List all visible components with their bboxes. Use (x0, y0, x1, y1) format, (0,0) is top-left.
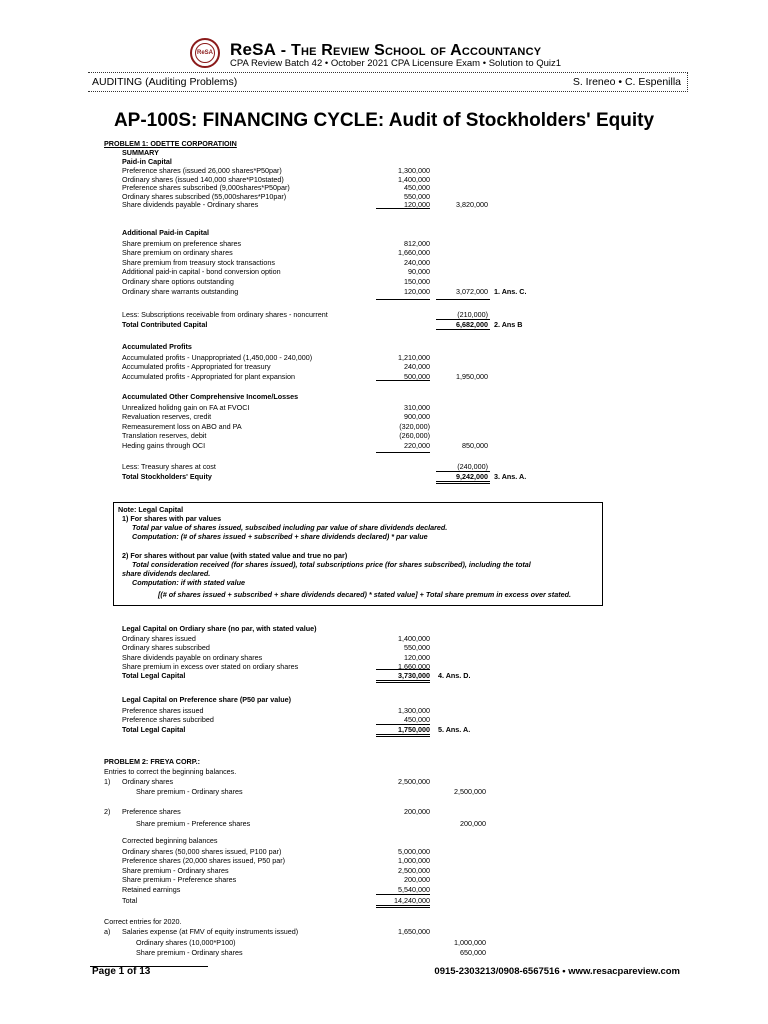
table-row-value: 1,300,000 (398, 166, 430, 175)
underline (376, 380, 430, 381)
table-row-label: Share premium on ordinary shares (122, 248, 233, 258)
entry-credit-value: 1,000,000 (454, 938, 486, 947)
table-row-value: 1,660,000 (398, 248, 430, 258)
table-row-subtotal: 3,072,000 (456, 286, 488, 296)
underline (436, 329, 490, 330)
table-row-value: 150,000 (404, 277, 430, 286)
table-row-label: Ordinary shares subscribed (122, 643, 210, 653)
page-title-text: AP-100S: FINANCING CYCLE: Audit of Stockholders' Equity (113, 110, 655, 131)
course-title: AUDITING (Auditing Problems) (92, 76, 238, 88)
table-row-label: Share premium - Ordinary shares (122, 865, 229, 875)
table-row-value: 812,000 (404, 238, 430, 248)
table-row-label: Ordinary shares issued (122, 633, 196, 643)
table-row-subtotal: 3,820,000 (456, 200, 488, 210)
table-row-value: 450,000 (404, 183, 430, 193)
answer-5: 5. Ans. A. (438, 725, 471, 734)
entry-number: a) (104, 927, 111, 936)
entries-heading: Entries to correct the beginning balances. (104, 767, 237, 776)
total-legal-capital-label: Total Legal Capital (122, 671, 186, 680)
entry-debit-label: Ordinary shares (122, 777, 174, 786)
table-row-value: 1,400,000 (398, 174, 430, 184)
seal-text: ReSA (195, 43, 215, 63)
table-row-label: Heding gains through OCI (122, 441, 206, 450)
table-row-value: 220,000 (404, 441, 430, 450)
school-seal-logo (190, 38, 220, 68)
problem-1-heading: PROBLEM 1: ODETTE CORPORATIOIN (104, 139, 237, 148)
table-row-label: Additional paid-in capital - bond conversion option (122, 267, 281, 277)
table-row-value: 120,000 (404, 200, 430, 210)
entry-number: 1) (104, 777, 111, 786)
underline (376, 452, 430, 453)
entry-number: 2) (104, 807, 111, 816)
table-row-value: 1,660,000 (398, 662, 430, 672)
underline (376, 905, 430, 906)
table-row-label: Preference shares subcribed (122, 715, 214, 725)
authors: S. Ireneo • C. Espenilla (572, 76, 681, 88)
page-number: Page 1 of 13 (92, 966, 151, 977)
table-row-label: Preference shares (issued 26,000 shares*P50par) (122, 166, 282, 175)
table-row-label: Share dividends payable on ordinary shares (122, 652, 263, 662)
course-bar (88, 72, 688, 92)
note-line: Total consideration received (for shares issued), total subscriptions price (for shares subscribed), including the total (132, 560, 531, 569)
underline (376, 734, 430, 735)
underline (376, 669, 430, 670)
entry-credit-label: Share premium - Preference shares (136, 819, 251, 828)
table-row-value: 120,000 (404, 652, 430, 662)
total-stockholders-equity-value: 9,242,000 (456, 472, 488, 481)
table-row-value: 5,540,000 (398, 885, 430, 894)
table-row-label: Ordinary share options outstanding (122, 277, 234, 286)
review-batch-line: CPA Review Batch 42 • October 2021 CPA Licensure Exam • Solution to Quiz1 (230, 58, 562, 69)
entry-debit-value: 200,000 (404, 807, 430, 816)
total-legal-capital-value: 3,730,000 (398, 671, 430, 680)
summary-heading: SUMMARY (122, 148, 159, 157)
table-row-label: Ordinary shares subscribed (55,000shares*P10par) (122, 191, 287, 201)
corrected-balances-heading: Corrected beginning balances (122, 836, 218, 845)
note-line: Computation: if with stated value (132, 578, 246, 587)
table-row-value: 240,000 (404, 362, 430, 372)
page-title (0, 110, 768, 132)
entry-credit-label: Share premium - Ordinary shares (136, 787, 243, 796)
table-row-value: (260,000) (399, 431, 430, 441)
answer-4: 4. Ans. D. (438, 671, 471, 680)
table-row-label: Accumulated profits - Appropriated for plant expansion (122, 371, 295, 381)
underline (376, 208, 430, 209)
entry-debit-value: 1,650,000 (398, 927, 430, 936)
aoci-heading: Accumulated Other Comprehensive Income/Losses (122, 392, 299, 401)
note-line: 2) For shares without par value (with stated value and true no par) (122, 551, 348, 560)
answer-2: 2. Ans B (494, 320, 523, 329)
table-row-label: Share premium in excess over stated on ordiary shares (122, 662, 299, 672)
table-row-value: 1,400,000 (398, 633, 430, 643)
table-row-label: Remeasurement loss on ABO and PA (122, 421, 242, 431)
answer-3: 3. Ans. A. (494, 472, 527, 481)
table-row-value: 2,500,000 (398, 865, 430, 875)
table-row-value: 550,000 (404, 643, 430, 653)
note-line: share dividends declared. (122, 569, 211, 578)
underline (376, 682, 430, 683)
total-legal-capital-2-value: 1,750,000 (398, 725, 430, 734)
underline (436, 299, 490, 300)
table-row-label: Translation reserves, debit (122, 431, 207, 441)
underline (376, 299, 430, 300)
total-stockholders-equity-label: Total Stockholders' Equity (122, 472, 212, 481)
note-line: Total par value of shares issued, subscibed including par value of share dividends declared. (132, 523, 448, 532)
underline (436, 481, 490, 482)
table-row-subtotal: 850,000 (462, 441, 488, 450)
entry-credit-value: 2,500,000 (454, 787, 486, 796)
underline (436, 483, 490, 484)
table-row-value: 1,000,000 (398, 856, 430, 866)
table-row-value: 1,210,000 (398, 352, 430, 362)
less-subscriptions-label: Less: Subscriptions receivable from ordinary shares - noncurrent (122, 310, 328, 319)
note-line: 1) For shares with par values (122, 514, 222, 523)
table-row-label: Preference shares (20,000 shares issued, P50 par) (122, 856, 286, 866)
total-contributed-capital-label: Total Contributed Capital (122, 320, 208, 329)
table-row-label: Ordinary shares (issued 140,000 share*P10stated) (122, 174, 284, 184)
table-row-subtotal: 1,950,000 (456, 371, 488, 381)
problem-2-heading: PROBLEM 2: FREYA CORP.: (104, 757, 200, 766)
school-brand: ReSA (230, 40, 277, 59)
table-row-value: 550,000 (404, 191, 430, 201)
table-row-value: 5,000,000 (398, 846, 430, 856)
table-row-label: Share premium - Preference shares (122, 875, 237, 885)
table-row-label: Ordinary shares (50,000 shares issued, P100 par) (122, 846, 282, 856)
entry-debit-value: 2,500,000 (398, 777, 430, 786)
accumulated-profits-heading: Accumulated Profits (122, 342, 192, 351)
table-row-value: 200,000 (404, 875, 430, 885)
apic-heading: Additional Paid-in Capital (122, 228, 210, 237)
total-value: 14,240,000 (394, 896, 430, 905)
total-label: Total (122, 896, 138, 905)
table-row-value: 90,000 (408, 267, 430, 277)
table-row-value: 900,000 (404, 412, 430, 422)
entry-credit-label: Share premium - Ordinary shares (136, 948, 243, 957)
note-line: Computation: (# of shares issued + subscribed + share dividends declared) * par value (132, 532, 428, 541)
table-row-label: Preference shares issued (122, 705, 204, 715)
legal-capital-ordinary-heading: Legal Capital on Ordiary share (no par, with stated value) (122, 624, 317, 633)
table-row-label: Preference shares subscribed (9,000shares*P50par) (122, 183, 290, 193)
table-row-value: 450,000 (404, 715, 430, 725)
table-row-value: (320,000) (399, 421, 430, 431)
table-row-value: 240,000 (404, 257, 430, 267)
table-row-label: Revaluation reserves, credit (122, 412, 212, 422)
table-row-label: Share premium from treasury stock transactions (122, 257, 275, 267)
table-row-label: Unrealized holidng gain on FA at FVOCI (122, 402, 250, 412)
table-row-value: 310,000 (404, 402, 430, 412)
paid-in-capital-heading: Paid-in Capital (122, 157, 172, 166)
total-legal-capital-2-label: Total Legal Capital (122, 725, 186, 734)
table-row-value: 1,300,000 (398, 705, 430, 715)
contact-info: 0915-2303213/0908-6567516 • www.resacpareview.com (434, 966, 680, 977)
correct-entries-heading: Correct entries for 2020. (104, 917, 182, 926)
entry-credit-label: Ordinary shares (10,000*P100) (136, 938, 236, 947)
entry-debit-label: Preference shares (122, 807, 181, 816)
table-row-label: Accumulated profits - Appropriated for treasury (122, 362, 271, 372)
entry-debit-label: Salaries expense (at FMV of equity instruments issued) (122, 927, 299, 936)
entry-credit-value: 650,000 (460, 948, 486, 957)
note-line: [(# of shares issued + subscribed + share dividends decared) * stated value] + Total share premum in excess over stated. (158, 590, 571, 599)
entry-credit-value: 200,000 (460, 819, 486, 828)
underline (376, 736, 430, 737)
school-name-rest: - The Review School of Accountancy (276, 42, 542, 59)
legal-capital-preference-heading: Legal Capital on Preference share (P50 par value) (122, 695, 291, 704)
less-treasury-value: (240,000) (457, 462, 488, 471)
less-subscriptions-value: (210,000) (457, 310, 488, 319)
total-contributed-capital-value: 6,682,000 (456, 320, 488, 329)
answer-1: 1. Ans. C. (494, 286, 527, 296)
school-name (230, 40, 541, 60)
table-row-label: Ordinary share warrants outstanding (122, 286, 239, 296)
underline (376, 680, 430, 681)
underline (376, 907, 430, 908)
table-row-label: Accumulated profits - Unappropriated (1,450,000 - 240,000) (122, 352, 313, 362)
table-row-label: Retained earnings (122, 885, 181, 894)
table-row-label: Share dividends payable - Ordinary shares (122, 200, 259, 210)
less-treasury-label: Less: Treasury shares at cost (122, 462, 216, 471)
table-row-value: 500,000 (404, 371, 430, 381)
underline (376, 894, 430, 895)
table-row-label: Share premium on preference shares (122, 238, 242, 248)
table-row-value: 120,000 (404, 286, 430, 296)
note-title: Note: Legal Capital (118, 505, 184, 514)
